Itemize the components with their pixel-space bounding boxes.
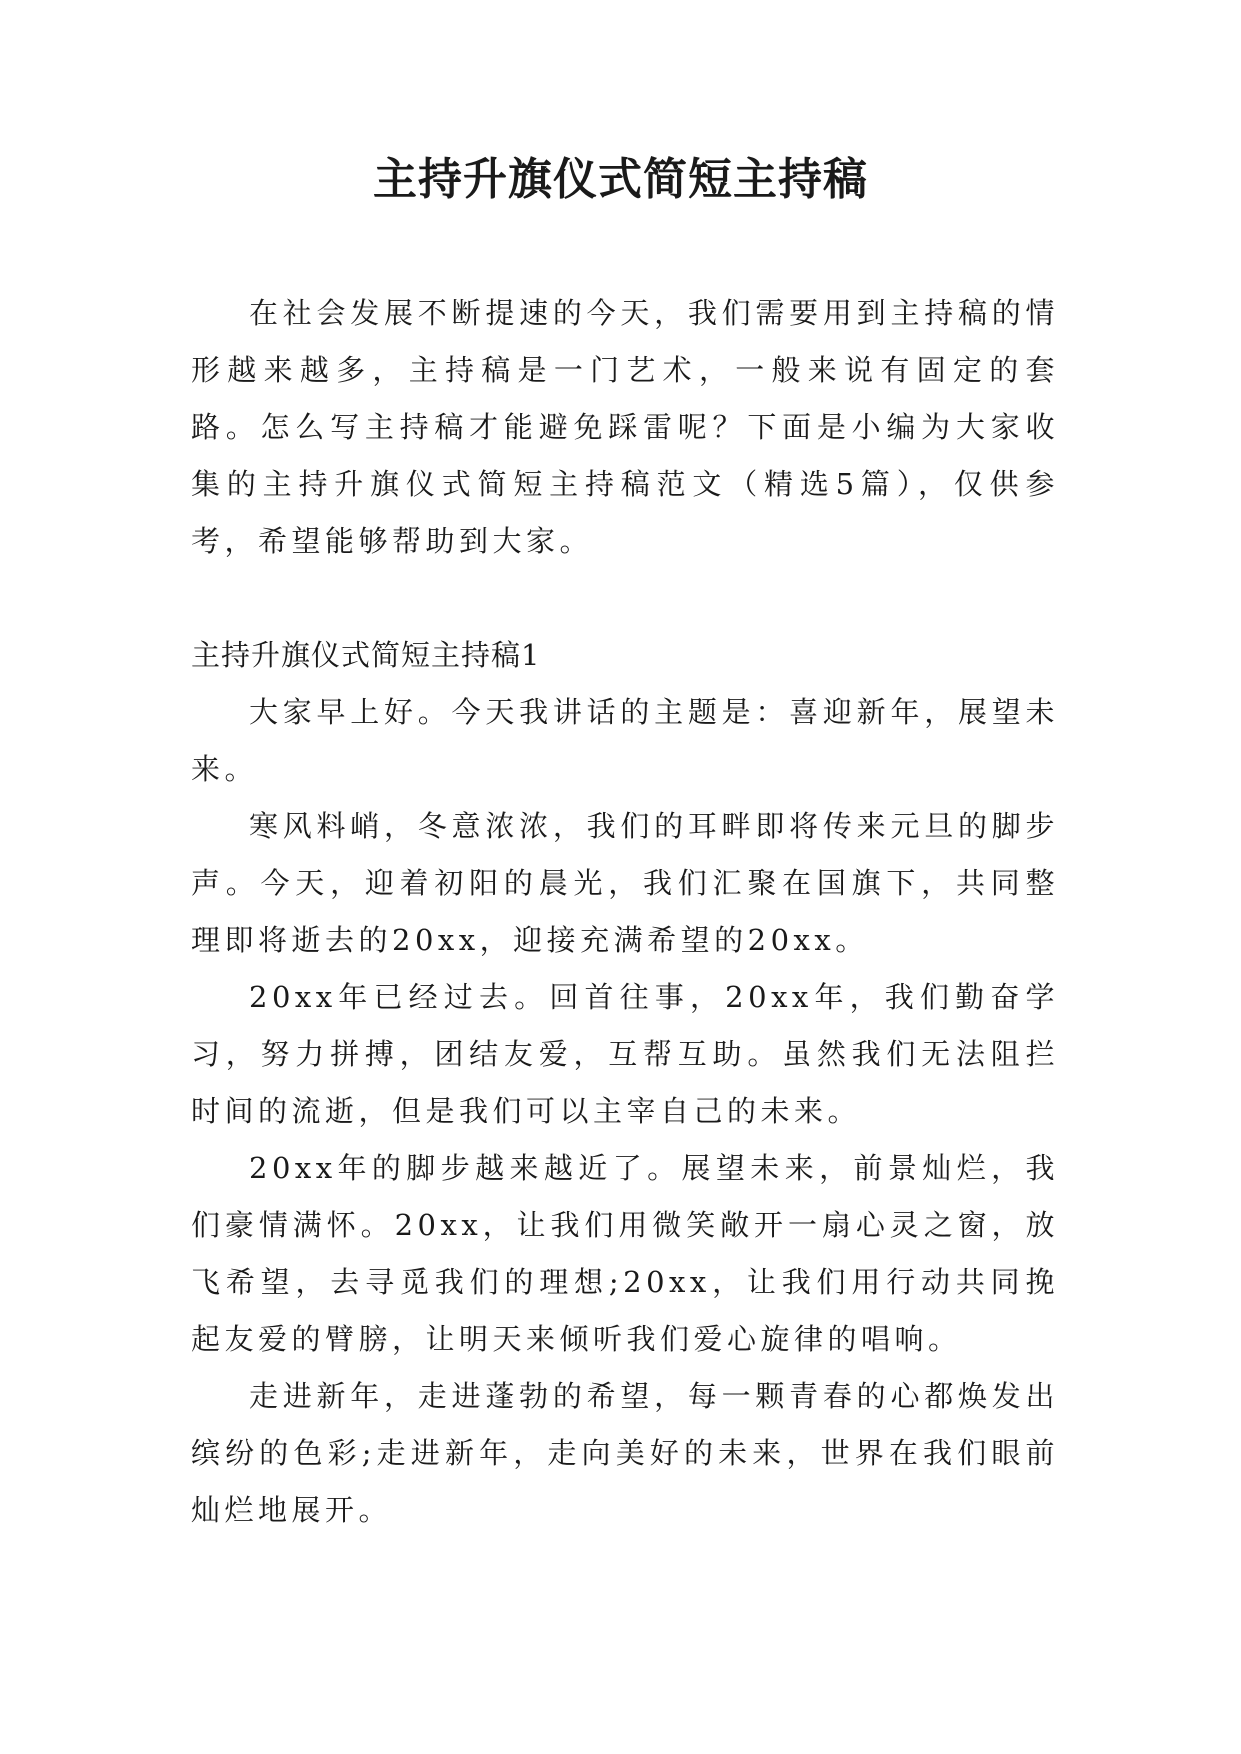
body-paragraph: 大家早上好。今天我讲话的主题是：喜迎新年，展望未来。	[191, 695, 1059, 786]
body-paragraph: 20xx年的脚步越来越近了。展望未来，前景灿烂，我们豪情满怀。20xx，让我们用微笑敞开一扇心灵之窗，放飞希望，去寻觅我们的理想;20xx，让我们用行动共同挽起友爱的臂膀，让明天来倾听我们爱心旋律的唱响。	[191, 1151, 1059, 1356]
document-body	[191, 285, 1059, 1539]
intro-paragraph: 在社会发展不断提速的今天，我们需要用到主持稿的情形越来越多，主持稿是一门艺术，一般来说有固定的套路。怎么写主持稿才能避免踩雷呢？下面是小编为大家收集的主持升旗仪式简短主持稿范文（精选5篇），仅供参考，希望能够帮助到大家。	[191, 296, 1059, 558]
body-paragraph: 20xx年已经过去。回首往事，20xx年，我们勤奋学习，努力拼搏，团结友爱，互帮互助。虽然我们无法阻拦时间的流逝，但是我们可以主宰自己的未来。	[191, 980, 1059, 1128]
section-heading: 主持升旗仪式简短主持稿1	[191, 638, 541, 672]
body-paragraph: 寒风料峭，冬意浓浓，我们的耳畔即将传来元旦的脚步声。今天，迎着初阳的晨光，我们汇聚在国旗下，共同整理即将逝去的20xx，迎接充满希望的20xx。	[191, 809, 1059, 957]
body-paragraph: 走进新年，走进蓬勃的希望，每一颗青春的心都焕发出缤纷的色彩;走进新年，走向美好的未来，世界在我们眼前灿烂地展开。	[191, 1379, 1059, 1527]
document-title: 主持升旗仪式简短主持稿	[373, 154, 868, 205]
